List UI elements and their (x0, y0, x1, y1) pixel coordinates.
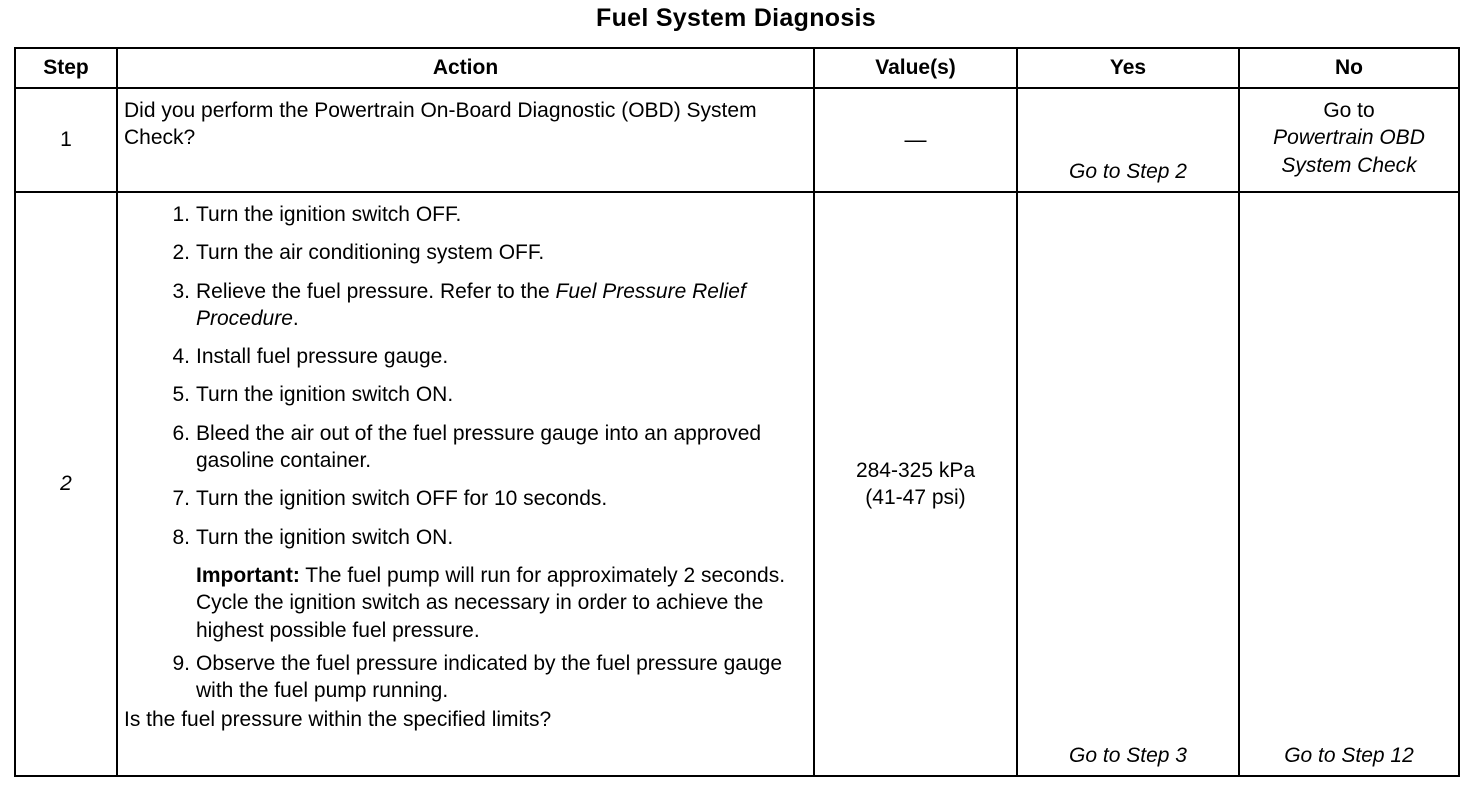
list-item: 9. Observe the fuel pressure indicated by the fuel pressure gauge with the fuel pump running. (172, 651, 783, 703)
value-psi: (41-47 psi) (865, 486, 966, 509)
list-item: 4. Install fuel pressure gauge. (172, 345, 449, 369)
action-question: Did you perform the Powertrain On-Board Diagnostic (OBD) System Check? (124, 99, 757, 150)
step-number: 2 (15, 192, 117, 776)
powertrain-obd-link[interactable]: Powertrain OBD System Check (1273, 126, 1425, 177)
diagnosis-table (14, 47, 1460, 777)
action-question: Is the fuel pressure within the specified limits? (124, 708, 552, 732)
note-text: The fuel pump will run for approximately 2 seconds. Cycle the ignition switch as necessary in order to achieve the highest possible fuel pressure. (196, 563, 786, 642)
table-row-step-2 (15, 192, 1459, 776)
instruction-list-continued (124, 650, 805, 705)
header-yes: Yes (1017, 48, 1239, 88)
no-cell (1239, 88, 1459, 192)
header-no: No (1239, 48, 1459, 88)
header-step: Step (15, 48, 117, 88)
value-kpa: 284-325 kPa (855, 458, 976, 482)
list-item: 8. Turn the ignition switch ON. (172, 525, 454, 549)
instruction-list (124, 201, 805, 551)
list-item: 2. Turn the air conditioning system OFF. (172, 241, 545, 265)
yes-link-step-3[interactable]: Go to Step 3 (1017, 192, 1239, 776)
fuel-pressure-relief-link[interactable]: Fuel Pressure Relief Procedure (196, 279, 746, 330)
list-item: 6. Bleed the air out of the fuel pressure gauge into an approved gasoline container. (172, 421, 762, 473)
list-item: 5. Turn the ignition switch ON. (172, 383, 454, 407)
no-prefix: Go to (1323, 99, 1375, 122)
list-item: 3. Relieve the fuel pressure. Refer to the Fuel Pressure Relief Procedure. (172, 279, 746, 330)
action-text (117, 88, 814, 192)
step-number: 1 (15, 88, 117, 192)
table-row-step-1 (15, 88, 1459, 192)
action-steps (117, 192, 814, 776)
yes-link-step-2[interactable]: Go to Step 2 (1017, 88, 1239, 192)
no-link-step-12[interactable]: Go to Step 12 (1239, 192, 1459, 776)
value-cell: — (814, 88, 1017, 192)
value-cell (814, 192, 1017, 776)
list-item: 1. Turn the ignition switch OFF. (172, 203, 462, 226)
header-action: Action (117, 48, 814, 88)
note-label: Important: (196, 563, 300, 587)
important-note (196, 562, 805, 644)
page-title: Fuel System Diagnosis (596, 4, 876, 32)
table-header-row (15, 48, 1459, 88)
list-item: 7. Turn the ignition switch OFF for 10 seconds. (172, 487, 608, 511)
header-values: Value(s) (814, 48, 1017, 88)
